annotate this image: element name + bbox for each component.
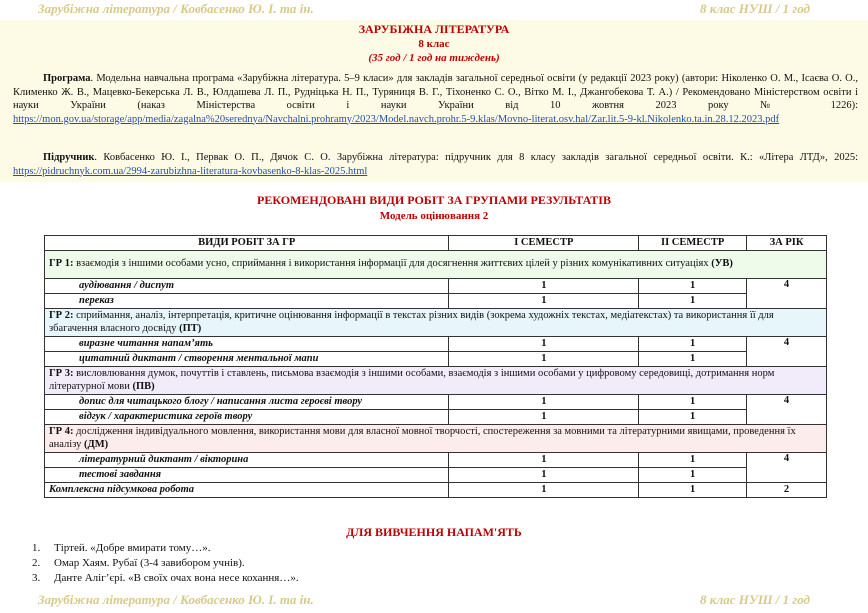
program-text: . Модельна навчальна програма «Зарубіжна література. 5–9 класи» для закладів загальної середньої освіти (у редакції 2023 року) (автори: Ніколенко О. М., Ісаєва О. О., Клименко Ж. В., Мацевко-Бекерська Л. В., Юлдашева Л. П., Рудніцька Н. П., Туряниця В. Г., Тіхоненко С. О., Вітко М. І., Джангобекова Т. А.) / Рекомендовано Міністерством освіти і науки України (наказ Міністерства освіти і науки України від 10 жовтня 2023 року № 1226): — [13, 73, 858, 111]
subject-title: ЗАРУБІЖНА ЛІТЕРАТУРА — [358, 22, 510, 36]
year-total: 4 — [747, 337, 827, 367]
section-memorize-title: ДЛЯ ВИВЧЕННЯ НАПАМ'ЯТЬ — [346, 525, 522, 539]
table-row — [45, 468, 827, 483]
table-row — [45, 410, 827, 425]
sem1-value: 1 — [449, 294, 639, 309]
work-name: виразне читання напам’ять — [45, 337, 449, 352]
work-name: тестові завдання — [45, 468, 449, 483]
textbook-label: Підручник — [43, 152, 95, 163]
final-row — [45, 483, 827, 498]
year-total: 4 — [747, 279, 827, 309]
group-4-code: (ДМ) — [84, 438, 109, 450]
group-2-desc — [45, 309, 827, 337]
group-1-code: (УВ) — [711, 258, 733, 270]
group-row-4 — [45, 425, 827, 453]
grade-title: 8 клас — [418, 38, 450, 50]
list-item-number: 2. — [32, 557, 41, 569]
page-header — [0, 0, 868, 20]
textbook-paragraph — [13, 151, 858, 178]
work-name: допис для читацького блогу / написання листа героєві твору — [45, 395, 449, 410]
sem2-value: 1 — [639, 410, 747, 425]
list-item-text: Данте Аліг’єрі. «В своїх очах вона несе кохання…». — [54, 572, 299, 584]
footer-right: 8 клас НУШ / 1 год — [699, 592, 810, 607]
col-header-sem2: ІІ СЕМЕСТР — [639, 236, 747, 251]
footer-left: Зарубіжна література / Ковбасенко Ю. І. та ін. — [38, 592, 314, 607]
sem2-value: 1 — [639, 337, 747, 352]
group-4-label: ГР 4: — [49, 426, 74, 437]
year-total: 4 — [747, 453, 827, 483]
group-4-text: дослідження індивідуального мовлення, використання мови для власної мовної творчості, спостереження за мовними та літературними явищами, проведення їх аналізу — [49, 426, 796, 450]
group-3-desc — [45, 367, 827, 395]
group-row-3 — [45, 367, 827, 395]
group-row-1 — [45, 251, 827, 279]
final-total: 2 — [747, 483, 827, 498]
col-header-works: ВИДИ РОБІТ ЗА ГР — [45, 236, 449, 251]
hours-title: (35 год / 1 год на тиждень) — [368, 52, 500, 64]
sem1-value: 1 — [449, 352, 639, 367]
group-3-code: (ПВ) — [132, 380, 155, 392]
sem2-value: 1 — [639, 352, 747, 367]
sem2-value: 1 — [639, 279, 747, 294]
work-name: аудіювання / диспут — [45, 279, 449, 294]
sem1-value: 1 — [449, 410, 639, 425]
sem1-value: 1 — [449, 279, 639, 294]
section-works-title: РЕКОМЕНДОВАНІ ВИДИ РОБІТ ЗА ГРУПАМИ РЕЗУЛЬТАТІВ — [257, 193, 611, 207]
list-item-text: Омар Хаям. Рубаї (3-4 завибором учнів). — [54, 557, 245, 569]
sem2-value: 1 — [639, 468, 747, 483]
table-row — [45, 395, 827, 410]
group-3-label: ГР 3: — [49, 368, 74, 379]
list-item — [32, 556, 299, 571]
sem1-value: 1 — [449, 453, 639, 468]
page-footer — [0, 591, 868, 611]
group-1-desc — [45, 251, 827, 279]
sem2-value: 1 — [639, 395, 747, 410]
header-right: 8 клас НУШ / 1 год — [699, 1, 810, 16]
table-row — [45, 337, 827, 352]
work-name: переказ — [45, 294, 449, 309]
program-label: Програма — [43, 73, 91, 84]
list-item — [32, 541, 299, 556]
col-header-year: ЗА РІК — [747, 236, 827, 251]
work-name: відгук / характеристика героїв твору — [45, 410, 449, 425]
sem1-value: 1 — [449, 395, 639, 410]
final-sem1: 1 — [449, 483, 639, 498]
work-name: цитатний диктант / створення ментальної мапи — [45, 352, 449, 367]
list-item-text: Тіртей. «Добре вмирати тому…». — [54, 542, 211, 554]
group-1-text: взаємодія з іншими особами усно, сприймання і використання інформації для досягнення життєвих цілей у різних комунікативних ситуаціях — [73, 258, 712, 270]
section-works-subtitle: Модель оцінювання 2 — [379, 210, 489, 222]
program-paragraph — [13, 72, 858, 126]
table-row — [45, 294, 827, 309]
table-row — [45, 453, 827, 468]
list-item — [32, 571, 299, 586]
group-2-text: сприймання, аналіз, інтерпретація, критичне оцінювання інформації в текстах різних видів (зокрема художніх текстах, медіатекстах) та використання її для збагачення власного досвіду — [49, 310, 774, 334]
group-2-label: ГР 2: — [49, 310, 74, 321]
group-row-2 — [45, 309, 827, 337]
sem2-value: 1 — [639, 453, 747, 468]
program-link[interactable]: https://mon.gov.ua/storage/app/media/zagalna%20serednya/Navchalni.prohramy/2023/Model.navch.prohr.5-9.klas/Movno-literat.osv.hal/Zar.lit.5-9-kl.Nikolenko.ta.in.28.12.2023.pdf — [13, 113, 780, 125]
col-header-sem1: І СЕМЕСТР — [449, 236, 639, 251]
textbook-text: . Ковбасенко Ю. І., Первак О. П., Дячок С. О. Зарубіжна література: підручник для 8 класу закладів загальної середньої освіти. К.: «Літера ЛТД», 2025: — [94, 152, 858, 163]
table-row — [45, 279, 827, 294]
work-name: літературний диктант / вікторина — [45, 453, 449, 468]
final-sem2: 1 — [639, 483, 747, 498]
group-1-label: ГР 1: — [49, 258, 74, 270]
table-header-row — [45, 236, 827, 251]
works-table — [44, 235, 827, 498]
sem1-value: 1 — [449, 468, 639, 483]
list-item-number: 1. — [32, 542, 41, 554]
sem1-value: 1 — [449, 337, 639, 352]
memorize-list — [32, 541, 299, 586]
list-item-number: 3. — [32, 572, 41, 584]
year-total: 4 — [747, 395, 827, 425]
table-row — [45, 352, 827, 367]
textbook-link[interactable]: https://pidruchnyk.com.ua/2994-zarubizhna-literatura-kovbasenko-8-klas-2025.html — [13, 165, 368, 177]
final-work-name: Комплексна підсумкова робота — [45, 483, 449, 498]
group-3-text: висловлювання думок, почуттів і ставлень, письмова взаємодія з іншими особами, взаємодія з іншими особами у цифровому середовищі, дотримання норм літературної мови — [49, 368, 775, 392]
group-4-desc — [45, 425, 827, 453]
group-2-code: (ПТ) — [179, 322, 202, 334]
header-left: Зарубіжна література / Ковбасенко Ю. І. та ін. — [38, 1, 314, 16]
sem2-value: 1 — [639, 294, 747, 309]
